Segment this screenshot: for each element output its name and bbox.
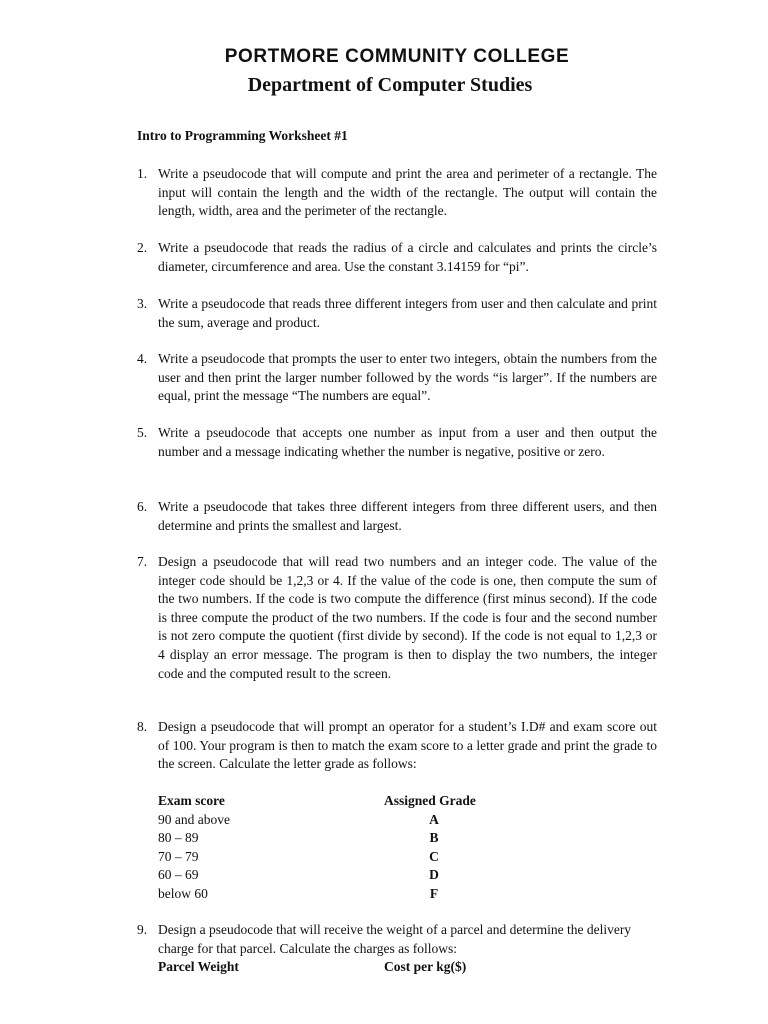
question-9 <box>137 921 657 958</box>
question-5 <box>137 424 657 461</box>
score-range: 70 – 79 <box>158 848 199 864</box>
question-6 <box>137 498 657 535</box>
score-range: 60 – 69 <box>158 867 199 883</box>
letter-grade: F <box>429 885 439 901</box>
letter-grade: A <box>429 811 439 827</box>
score-range: 80 – 89 <box>158 830 199 846</box>
question-text: Write a pseudocode that reads the radius of a circle and calculates and prints the circle’s diameter, circumference and area. Use the constant 3.14159 for “pi”. <box>158 240 657 274</box>
question-text: Design a pseudocode that will read two numbers and an integer code. The value of the integer code should be 1,2,3 or 4. If the value of the code is one, then compute the sum of the two numbers. If the code is two compute the difference (first minus second). If the code is three compute the product of the two numbers. If the code is four and the second number is not zero compute the quotient (first divide by second). If the code is not equal to 1,2,3 or 4 display an error message. The program is then to display the two numbers, the integer code and the computed result to the screen. <box>158 554 657 681</box>
question-4 <box>137 350 657 406</box>
department-name: Department of Computer Studies <box>247 74 533 96</box>
question-text: Write a pseudocode that will compute and print the area and perimeter of a rectangle. The input will contain the length and the width of the rectangle. The output will contain the length, width, area and the perimeter of the rectangle. <box>158 166 657 219</box>
question-text: Design a pseudocode that will receive the weight of a parcel and determine the delivery charge for that parcel. Calculate the charges as follows: <box>158 922 632 956</box>
score-range: 90 and above <box>158 811 230 827</box>
question-text: Write a pseudocode that accepts one number as input from a user and then output the number and a message indicating whether the number is negative, positive or zero. <box>158 425 657 459</box>
question-text: Write a pseudocode that reads three different integers from user and then calculate and print the sum, average and product. <box>158 296 657 330</box>
question-number: 3. <box>137 296 148 311</box>
question-text: Design a pseudocode that will prompt an operator for a student’s I.D# and exam score out of 100. Your program is then to match the exam score to a letter grade and print the grade to the screen. Calculate the letter grade as follows: <box>158 719 657 772</box>
score-range: below 60 <box>158 885 208 901</box>
question-8 <box>137 718 657 774</box>
letter-grade: B <box>429 830 439 846</box>
header-assigned-grade: Assigned Grade <box>384 793 476 808</box>
letter-grade: D <box>429 867 439 883</box>
question-number: 5. <box>137 425 148 440</box>
header-exam-score: Exam score <box>158 793 225 808</box>
question-1 <box>137 165 657 221</box>
question-number: 8. <box>137 719 148 734</box>
question-number: 4. <box>137 351 148 366</box>
question-3 <box>137 295 657 332</box>
question-text: Write a pseudocode that prompts the user to enter two integers, obtain the numbers from the user and then print the larger number followed by the words “is larger”. If the numbers are equal, print the message “The numbers are equal”. <box>158 351 657 404</box>
question-7 <box>137 553 657 683</box>
question-2 <box>137 239 657 276</box>
header-cost-per-kg: Cost per kg($) <box>384 959 467 974</box>
question-number: 9. <box>137 922 148 937</box>
question-number: 2. <box>137 240 148 255</box>
question-number: 6. <box>137 499 148 514</box>
question-text: Write a pseudocode that takes three different integers from three different users, and then determine and prints the smallest and largest. <box>158 499 657 533</box>
question-number: 1. <box>137 166 148 181</box>
worksheet-title: Intro to Programming Worksheet #1 <box>137 128 348 143</box>
college-name: PORTMORE COMMUNITY COLLEGE <box>224 46 570 67</box>
question-number: 7. <box>137 554 148 569</box>
letter-grade: C <box>429 848 439 864</box>
header-parcel-weight: Parcel Weight <box>158 959 239 974</box>
